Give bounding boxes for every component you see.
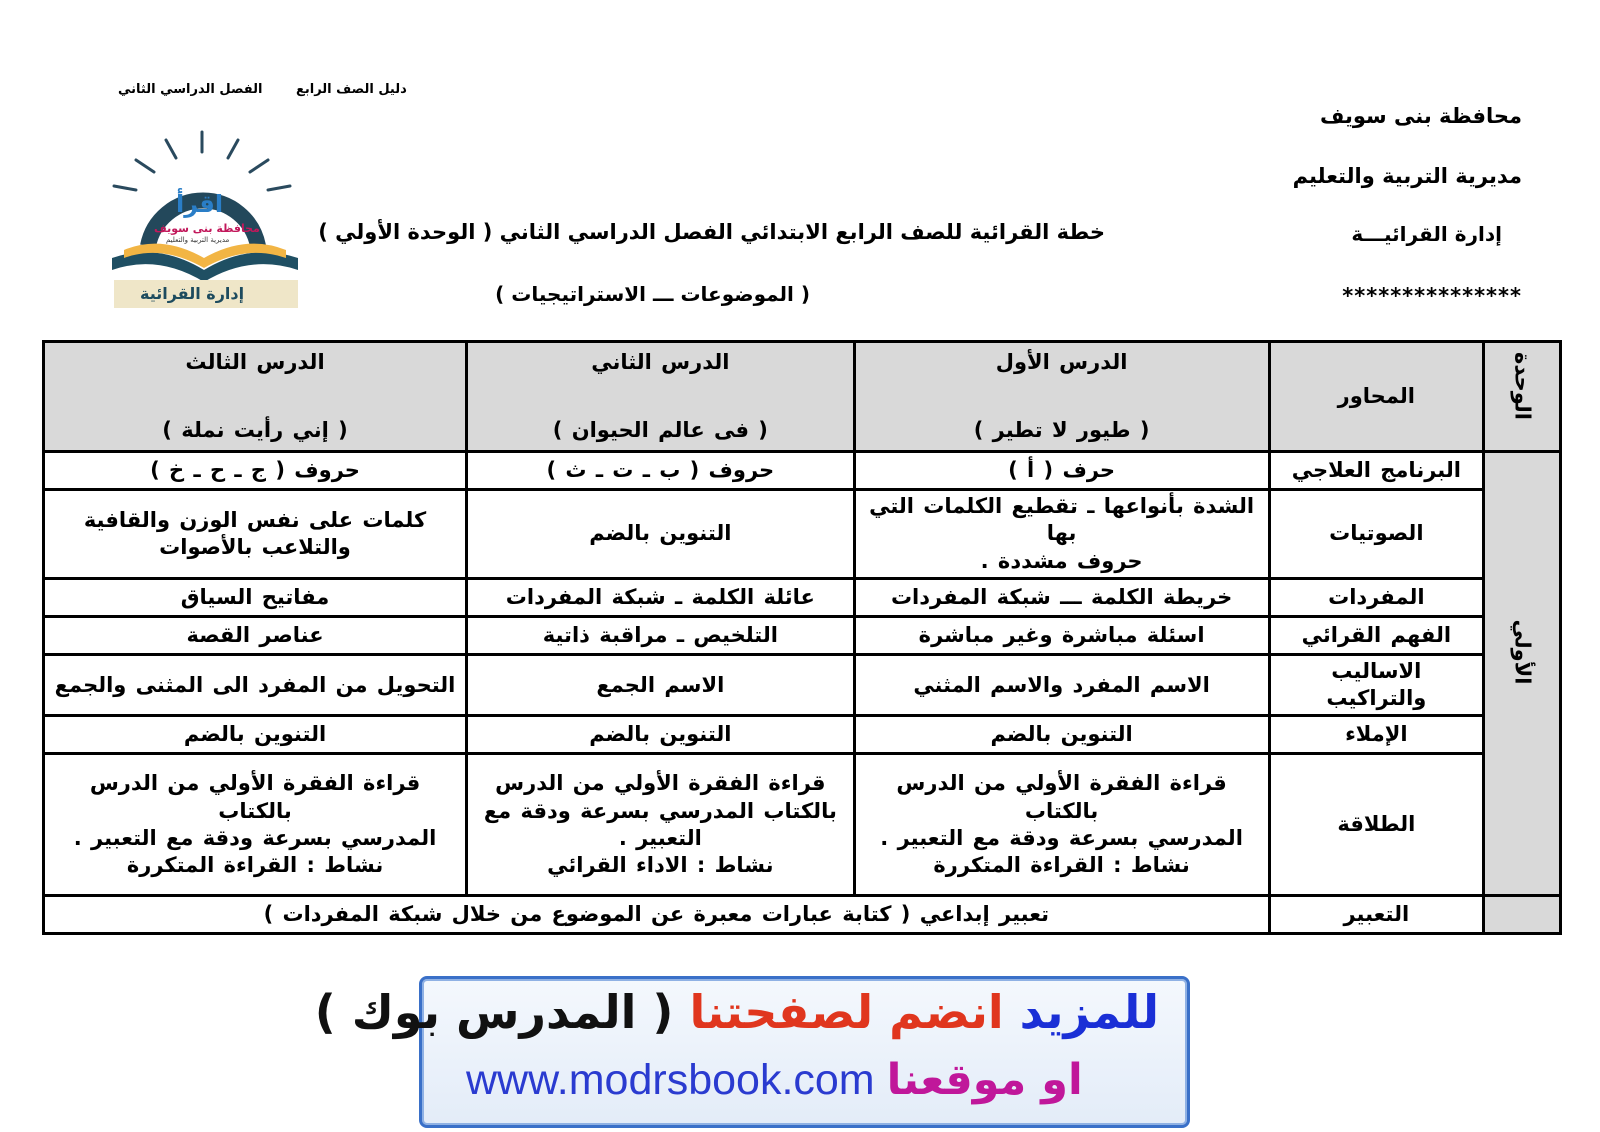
guide-grade: دليل الصف الرابع (296, 82, 407, 97)
axis-cell (1269, 578, 1484, 616)
table-cell: عناصر القصة (44, 616, 467, 654)
logo-word: اقرأ (176, 190, 224, 218)
axis-label: البرنامج العلاجي (1291, 457, 1461, 482)
table-row (44, 616, 1561, 654)
axis-label: الاساليب والتراكيب (1326, 658, 1427, 711)
lesson-2-header (467, 342, 855, 452)
lesson-3-header (44, 342, 467, 452)
table-cell: اسئلة مباشرة وغير مباشرة (854, 616, 1269, 654)
table-cell: التنوين بالضم (44, 716, 467, 754)
lesson-2-title: الدرس الثاني (591, 349, 730, 374)
lesson-3-topic: ( إني رأيت نملة ) (162, 418, 348, 443)
axis-label: الصوتيات (1329, 521, 1424, 546)
axes-header-label: المحاور (1337, 383, 1415, 408)
axis-label: الفهم القرائي (1301, 622, 1452, 647)
table-cell: التلخيص ـ مراقبة ذاتية (467, 616, 855, 654)
unit-header: الوحدة (1510, 351, 1535, 420)
table-cell: قراءة الفقرة الأولي من الدرس بالكتاب المدرسي بسرعة ودقة مع التعبير . نشاط : القراءة المتكررة (44, 754, 467, 896)
table-row (44, 716, 1561, 754)
banner-line-1 (315, 985, 1159, 1039)
table-cell: التحويل من المفرد الى المثنى والجمع (44, 654, 467, 716)
table-cell: مفاتيح السياق (44, 578, 467, 616)
table-cell: الاسم المفرد والاسم المثني (854, 654, 1269, 716)
table-cell: عائلة الكلمة ـ شبكة المفردات (467, 578, 855, 616)
logo-arc-text: محافظة بنى سويف (154, 222, 260, 235)
axis-cell (1269, 716, 1484, 754)
banner-page-name: ( المدرس بوك ) (314, 985, 674, 1039)
banner-more: للمزيد (1019, 985, 1159, 1039)
table-cell: الشدة بأنواعها ـ تقطيع الكلمات التي بها حروف مشددة . (854, 490, 1269, 579)
banner-line-2 (466, 1055, 1083, 1105)
stars-divider: *************** (1342, 284, 1522, 308)
table-cell: التنوين بالضم (854, 716, 1269, 754)
table-cell: حروف ( ج ـ ح ـ خ ) (44, 452, 467, 490)
department: إدارة القرائيـــة (1351, 222, 1502, 246)
table-header-row (44, 342, 1561, 452)
unit-name: الأولي (1510, 619, 1535, 685)
expression-text: تعبير إبداعي ( كتابة عبارات معبرة عن الموضوع من خلال شبكة المفردات ) (263, 902, 1049, 927)
table-cell: خريطة الكلمة ـــ شبكة المفردات (854, 578, 1269, 616)
expression-cell (44, 896, 1270, 934)
lesson-3-title: الدرس الثالث (185, 349, 325, 374)
unit-blank-cell (1484, 896, 1561, 934)
plan-title: خطة القرائية للصف الرابع الابتدائي الفصل الدراسي الثاني ( الوحدة الأولي ) (318, 220, 1105, 244)
axis-label: الطلاقة (1337, 812, 1416, 837)
table-row (44, 754, 1561, 896)
guide-term: الفصل الدراسي الثاني (118, 82, 263, 97)
table-cell: قراءة الفقرة الأولي من الدرس بالكتاب المدرسي بسرعة ودقة مع التعبير . نشاط : الاداء القرائي (467, 754, 855, 896)
table-row (44, 654, 1561, 716)
axis-cell (1269, 490, 1484, 579)
axis-label: التعبير (1343, 902, 1410, 927)
axis-cell (1269, 452, 1484, 490)
unit-header-cell (1484, 342, 1561, 452)
axis-cell (1269, 896, 1484, 934)
lesson-1-topic: ( طيور لا تطير ) (973, 418, 1150, 443)
unit-name-cell (1484, 452, 1561, 896)
table-cell: قراءة الفقرة الأولي من الدرس بالكتاب المدرسي بسرعة ودقة مع التعبير . نشاط : القراءة المتكررة (854, 754, 1269, 896)
table-cell: حروف ( ب ـ ت ـ ث ) (467, 452, 855, 490)
table-cell: كلمات على نفس الوزن والقافية والتلاعب بالأصوات (44, 490, 467, 579)
reading-plan-table (42, 340, 1562, 935)
plan-subtitle: ( الموضوعات ـــ الاستراتيجيات ) (495, 282, 810, 306)
lesson-1-header (854, 342, 1269, 452)
axis-label: المفردات (1328, 584, 1425, 609)
banner-url[interactable]: www.modrsbook.com (466, 1056, 875, 1104)
table-cell: الاسم الجمع (467, 654, 855, 716)
table-row (44, 578, 1561, 616)
axes-header (1269, 342, 1484, 452)
axis-cell (1269, 754, 1484, 896)
table-cell: التنوين بالضم (467, 490, 855, 579)
governorate: محافظة بنى سويف (1319, 104, 1522, 128)
axis-cell (1269, 654, 1484, 716)
table-row (44, 490, 1561, 579)
lesson-1-title: الدرس الأول (995, 349, 1128, 374)
table-cell: التنوين بالضم (467, 716, 855, 754)
promo-banner[interactable] (314, 976, 1190, 1128)
axis-label: الإملاء (1345, 722, 1408, 747)
table-cell: حرف ( أ ) (854, 452, 1269, 490)
logo-caption: إدارة القرائية (140, 284, 245, 303)
book-sunrise-logo (108, 130, 304, 320)
banner-join: انضم لصفحتنا (689, 985, 1004, 1039)
logo-sub-text: مديرية التربية والتعليم (166, 236, 230, 244)
directorate: مديرية التربية والتعليم (1292, 164, 1522, 188)
lesson-2-topic: ( فى عالم الحيوان ) (552, 418, 768, 443)
table-row (44, 452, 1561, 490)
axis-cell (1269, 616, 1484, 654)
expression-row (44, 896, 1561, 934)
banner-our-site: او موقعنا (886, 1055, 1083, 1105)
